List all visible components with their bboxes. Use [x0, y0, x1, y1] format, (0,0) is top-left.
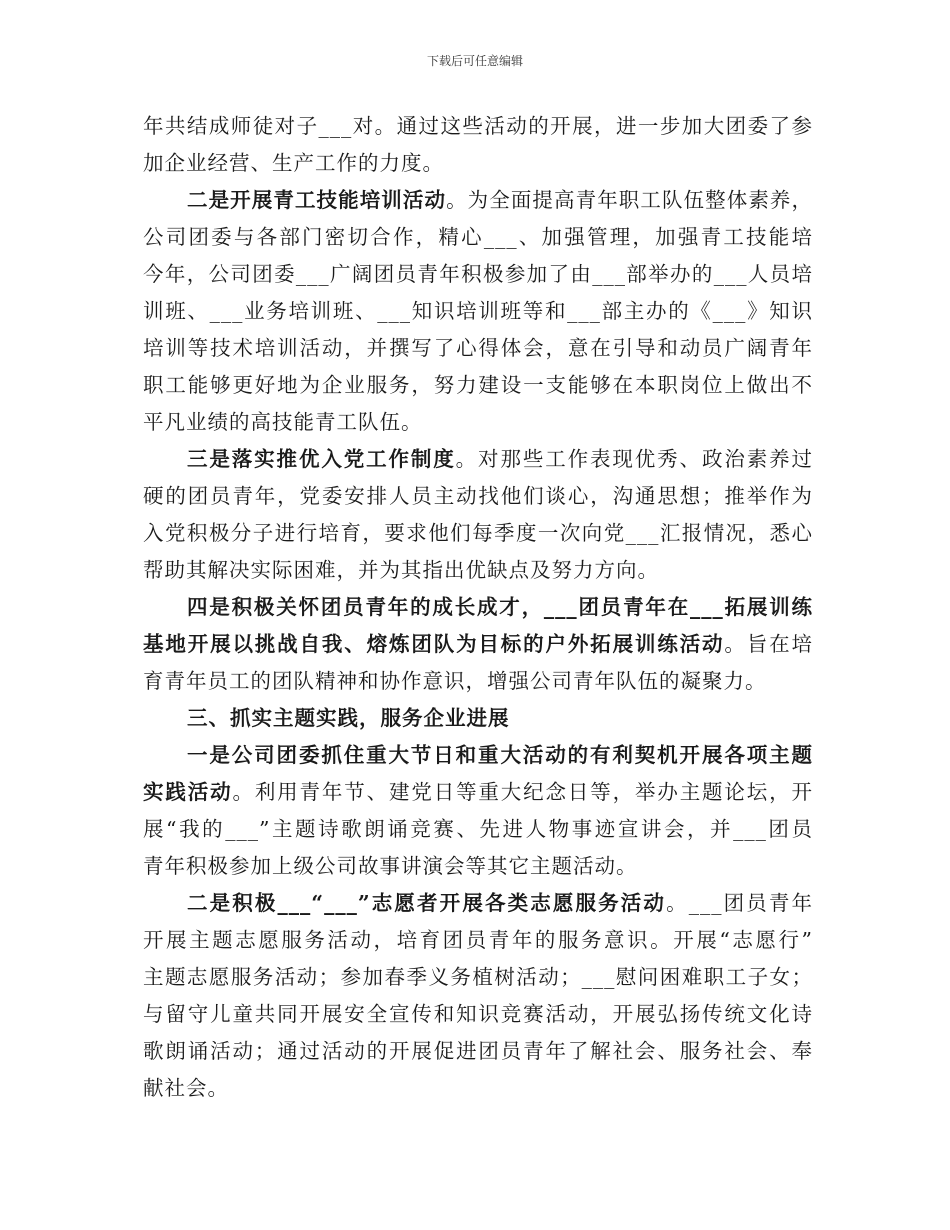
bold-text-segment: 二是积极___“___”志愿者开展各类志愿服务活动	[187, 891, 667, 915]
text-segment: 。旨在培	[724, 632, 813, 656]
text-segment: 青年积极参加上级公司故事讲演会等其它主题活动。	[143, 854, 638, 878]
text-segment: 培训等技术培训活动，并撰写了心得体会，意在引导和动员广阔青年	[143, 336, 813, 360]
text-line	[143, 552, 813, 589]
text-line	[143, 959, 813, 996]
text-line	[143, 774, 813, 811]
text-segment: 职工能够更好地为企业服务，努力建设一支能够在本职岗位上做出不	[143, 373, 813, 397]
text-line	[143, 700, 813, 737]
bold-text-segment: 二是开展青工技能培训活动	[187, 188, 447, 212]
text-segment: 献社会。	[143, 1076, 229, 1100]
text-segment: 。为全面提高青年职工队伍整体素养，	[446, 188, 813, 212]
text-line	[143, 219, 813, 256]
text-line	[143, 663, 813, 700]
text-segment: 主题志愿服务活动；参加春季义务植树活动；___慰问困难职工子女；	[143, 965, 813, 989]
page-header: 下载后可任意编辑	[426, 54, 523, 68]
text-segment: 公司团委与各部门密切合作，精心___、加强管理，加强青工技能培	[143, 225, 813, 249]
bold-text-segment: 一是公司团委抓住重大节日和重大活动的有利契机开展各项主题	[187, 743, 813, 767]
text-segment: 开展主题志愿服务活动，培育团员青年的服务意识。开展“志愿行”	[143, 928, 813, 952]
text-segment: 硬的团员青年，党委安排人员主动找他们谈心，沟通思想；推举作为	[143, 484, 813, 508]
text-segment: 训班、___业务培训班、___知识培训班等和___部主办的《___》知识	[143, 299, 813, 323]
text-segment: 。利用青年节、建党日等重大纪念日等，举办主题论坛，开	[232, 780, 813, 804]
bold-text-segment: 四是积极关怀团员青年的成长成才，___团员青年在___拓展训练	[187, 595, 813, 619]
text-line	[143, 145, 813, 182]
text-line	[143, 367, 813, 404]
text-line	[143, 478, 813, 515]
text-line	[143, 589, 813, 626]
bold-text-segment: 基地开展以挑战自我、熔炼团队为目标的户外拓展训练活动	[143, 632, 725, 656]
text-line	[143, 1033, 813, 1070]
text-segment: 帮助其解决实际困难，并为其指出优缺点及努力方向。	[143, 558, 659, 582]
text-line	[143, 1070, 813, 1107]
text-segment: 与留守儿童共同开展安全宣传和知识竞赛活动，开展弘扬传统文化诗	[143, 1002, 813, 1026]
text-line	[143, 848, 813, 885]
text-line	[143, 404, 813, 441]
text-line	[143, 330, 813, 367]
text-line	[143, 626, 813, 663]
text-segment: 。___团员青年	[666, 891, 813, 915]
text-segment: 今年，公司团委___广阔团员青年积极参加了由___部举办的___人员培	[143, 262, 813, 286]
text-line	[143, 996, 813, 1033]
text-line	[143, 515, 813, 552]
text-line	[143, 441, 813, 478]
bold-text-segment: 三是落实推优入党工作制度	[187, 447, 456, 471]
text-segment: 入党积极分子进行培育，要求他们每季度一次向党___汇报情况，悉心	[143, 521, 813, 545]
text-line	[143, 256, 813, 293]
text-segment: 歌朗诵活动；通过活动的开展促进团员青年了解社会、服务社会、奉	[143, 1039, 813, 1063]
text-segment: 育青年员工的团队精神和协作意识，增强公司青年队伍的凝聚力。	[143, 669, 767, 693]
bold-text-segment: 三、抓实主题实践，服务企业进展	[187, 706, 510, 730]
text-line	[143, 737, 813, 774]
bold-text-segment: 实践活动	[143, 780, 233, 804]
text-segment: 年共结成师徒对子___对。通过这些活动的开展，进一步加大团委了参	[143, 114, 813, 138]
text-line	[143, 108, 813, 145]
text-segment: 加企业经营、生产工作的力度。	[143, 151, 444, 175]
text-segment: 展“我的___”主题诗歌朗诵竞赛、先进人物事迹宣讲会，并___团员	[143, 817, 813, 841]
text-segment: 平凡业绩的高技能青工队伍。	[143, 410, 423, 434]
text-line	[143, 885, 813, 922]
text-line	[143, 922, 813, 959]
text-line	[143, 811, 813, 848]
text-segment: 。对那些工作表现优秀、政治素养过	[455, 447, 813, 471]
text-line	[143, 182, 813, 219]
document-body	[143, 108, 813, 1107]
text-line	[143, 293, 813, 330]
